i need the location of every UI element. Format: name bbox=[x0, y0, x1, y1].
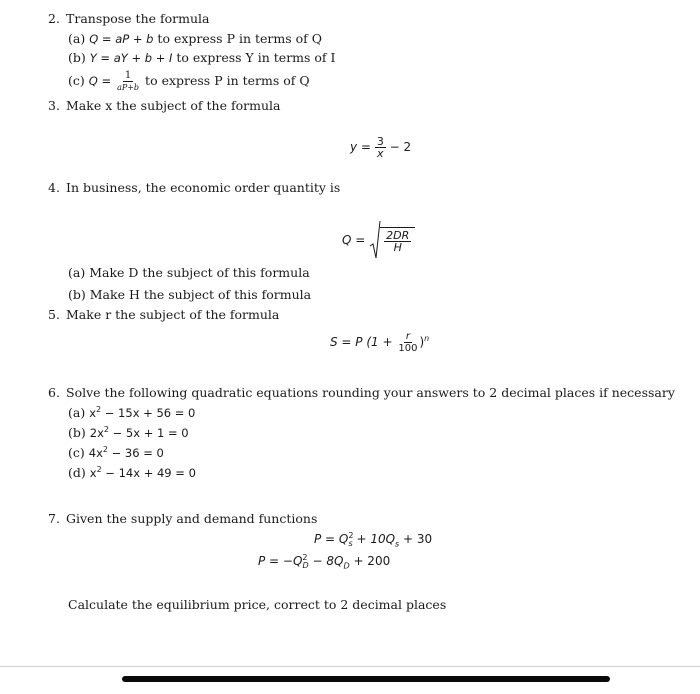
q6-b-rest: − 5x + 1 = 0 bbox=[108, 426, 189, 440]
q5-fraction-denominator: 100 bbox=[398, 343, 418, 354]
q6-c-exponent: 2 bbox=[102, 445, 108, 455]
q7-demand-middle: − 8Q bbox=[308, 554, 344, 568]
q7-supply-subscript-1: s bbox=[348, 539, 353, 549]
q5-equation-rhs: ) bbox=[419, 335, 425, 349]
q6-b-term: 2x bbox=[89, 426, 104, 440]
q2-c-equation-lhs: Q = bbox=[88, 74, 112, 88]
q2-b-equation: Y = aY + b + I bbox=[89, 51, 173, 65]
q7-text: Given the supply and demand functions bbox=[66, 511, 318, 526]
q4-heading bbox=[48, 181, 340, 195]
q4-b-text: Make H the subject of this formula bbox=[89, 287, 312, 302]
q2-a-text: to express P in terms of Q bbox=[157, 31, 322, 46]
q6-part-c bbox=[68, 446, 164, 460]
q5-heading bbox=[48, 308, 279, 322]
q4-fraction-denominator: H bbox=[393, 241, 402, 254]
q2-text: Transpose the formula bbox=[66, 11, 210, 26]
q6-a-label: (a) bbox=[68, 405, 86, 420]
q5-number: 5. bbox=[48, 307, 60, 322]
q7-heading bbox=[48, 512, 317, 526]
q7-number: 7. bbox=[48, 511, 60, 526]
q7-supply-end: + 30 bbox=[399, 532, 433, 546]
q3-fraction bbox=[375, 136, 386, 159]
q7-supply-exponent: 2 bbox=[348, 531, 354, 540]
q6-text: Solve the following quadratic equations rounding your answers to 2 decimal places if necessary bbox=[66, 385, 675, 400]
q6-b-label: (b) bbox=[68, 425, 86, 440]
q2-c-fraction bbox=[115, 70, 141, 93]
q6-d-rest: − 14x + 49 = 0 bbox=[101, 466, 196, 480]
q5-exponent: n bbox=[424, 334, 430, 343]
q5-equation-lhs: S = P (1 + bbox=[330, 335, 393, 349]
q6-d-label: (d) bbox=[68, 465, 86, 480]
q2-c-fraction-numerator: 1 bbox=[124, 70, 132, 81]
q2-a-label: (a) bbox=[68, 31, 86, 46]
q2-part-b bbox=[68, 51, 335, 65]
q2-b-label: (b) bbox=[68, 50, 86, 65]
q3-number: 3. bbox=[48, 98, 60, 113]
q5-fraction-numerator: r bbox=[405, 331, 410, 342]
q2-part-a bbox=[68, 32, 322, 46]
q3-text: Make x the subject of the formula bbox=[66, 98, 281, 113]
q7-calculate-instruction bbox=[68, 598, 446, 612]
q3-fraction-denominator: x bbox=[377, 147, 384, 160]
q5-text: Make r the subject of the formula bbox=[66, 307, 280, 322]
q2-c-text: to express P in terms of Q bbox=[145, 73, 310, 88]
q4-b-label: (b) bbox=[68, 287, 86, 302]
q3-fraction-numerator: 3 bbox=[376, 135, 384, 148]
q3-heading bbox=[48, 99, 280, 113]
q7-calc-text: Calculate the equilibrium price, correct to 2 decimal places bbox=[68, 597, 447, 612]
q7-demand-lhs: P = −Q bbox=[258, 554, 303, 568]
q2-heading bbox=[48, 12, 209, 26]
q3-equation-rhs: − 2 bbox=[389, 140, 412, 154]
q7-supply-subscript-2: s bbox=[395, 539, 400, 549]
q5-equation bbox=[330, 331, 429, 354]
q2-a-equation: Q = aP + b bbox=[89, 32, 154, 46]
q7-demand-exponent: 2 bbox=[302, 553, 308, 562]
q6-part-a bbox=[68, 406, 195, 420]
q2-c-fraction-denominator: aP+b bbox=[117, 83, 140, 92]
q6-heading bbox=[48, 386, 675, 400]
q2-c-label: (c) bbox=[68, 73, 85, 88]
q4-a-text: Make D the subject of this formula bbox=[89, 265, 310, 280]
q6-a-exponent: 2 bbox=[96, 405, 102, 415]
q4-square-root bbox=[369, 220, 415, 260]
home-indicator[interactable] bbox=[122, 676, 610, 682]
q5-fraction bbox=[396, 331, 419, 354]
q6-d-term: x bbox=[89, 466, 97, 480]
q4-text: In business, the economic order quantity is bbox=[66, 180, 341, 195]
q7-supply-equation bbox=[314, 531, 433, 549]
q6-a-rest: − 15x + 56 = 0 bbox=[101, 406, 196, 420]
q4-equation bbox=[342, 220, 415, 260]
bottom-divider bbox=[0, 666, 700, 667]
q6-c-label: (c) bbox=[68, 445, 85, 460]
q4-part-a bbox=[68, 266, 310, 280]
q6-d-exponent: 2 bbox=[96, 465, 102, 475]
q6-c-term: 4x bbox=[88, 446, 103, 460]
q7-supply-middle: + 10Q bbox=[352, 532, 396, 546]
q7-demand-subscript-1: D bbox=[302, 561, 309, 571]
q4-fraction bbox=[384, 230, 411, 253]
q7-demand-end: + 200 bbox=[349, 554, 391, 568]
q2-number: 2. bbox=[48, 11, 60, 26]
q4-fraction-numerator: 2DR bbox=[386, 229, 410, 242]
q4-equation-lhs: Q = bbox=[342, 233, 366, 247]
q4-part-b bbox=[68, 288, 311, 302]
q6-part-d bbox=[68, 466, 196, 480]
q2-b-text: to express Y in terms of I bbox=[176, 50, 336, 65]
q6-c-rest: − 36 = 0 bbox=[107, 446, 164, 460]
q6-b-exponent: 2 bbox=[103, 425, 109, 435]
q7-supply-lhs: P = Q bbox=[314, 532, 349, 546]
q6-number: 6. bbox=[48, 385, 60, 400]
q6-part-b bbox=[68, 426, 189, 440]
q7-demand-equation bbox=[258, 553, 391, 571]
q4-number: 4. bbox=[48, 180, 60, 195]
q3-equation bbox=[350, 136, 411, 159]
q2-part-c bbox=[68, 70, 310, 93]
q6-a-term: x bbox=[89, 406, 97, 420]
q7-demand-subscript-2: D bbox=[343, 561, 350, 571]
q4-radicand bbox=[380, 227, 415, 253]
q3-equation-lhs: y = bbox=[350, 140, 371, 154]
q4-a-label: (a) bbox=[68, 265, 86, 280]
